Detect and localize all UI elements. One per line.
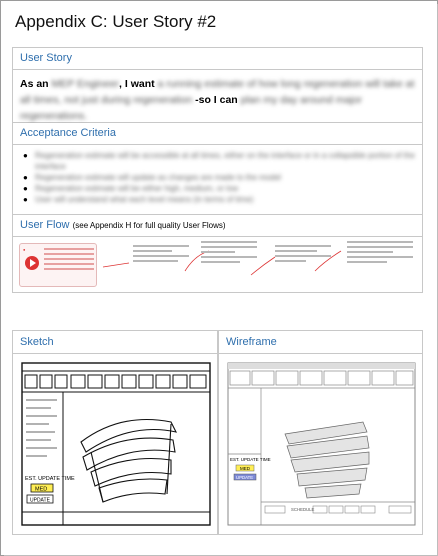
sketch-heading: Sketch — [13, 331, 217, 354]
sketch-panel — [12, 330, 218, 535]
wireframe-level: MED — [240, 466, 250, 471]
user-flow-note: (see Appendix H for full quality User Flows) — [72, 221, 226, 230]
story-benefit: plan my day around major regenerations. — [20, 94, 363, 122]
bullet-icon: ● — [23, 184, 28, 193]
wireframe-schedule-label: SCHEDULE — [291, 507, 315, 512]
story-so: -so I can — [192, 94, 238, 106]
bullet-icon: ● — [23, 173, 28, 182]
user-flow-section — [12, 215, 423, 293]
criteria-item — [23, 183, 415, 194]
page-title: Appendix C: User Story #2 — [15, 12, 217, 31]
acceptance-criteria-heading: Acceptance Criteria — [13, 123, 422, 145]
criteria-list — [13, 145, 422, 205]
criteria-text: User will understand what each level means (in terms of time) — [35, 195, 254, 204]
user-flow-heading — [13, 215, 422, 237]
flow-step — [347, 241, 413, 266]
bullet-icon: ● — [23, 151, 28, 160]
criteria-text: Regeneration estimate will be accessible at all times, either on the interface or in a collapsible portion of the interface — [35, 151, 415, 171]
wireframe-image — [227, 362, 416, 526]
play-icon — [25, 256, 39, 270]
acceptance-criteria-section — [12, 123, 423, 215]
user-story-text — [13, 70, 422, 130]
sketch-level: MED — [35, 486, 48, 493]
sketch-image — [21, 362, 211, 526]
criteria-item — [23, 150, 415, 172]
story-role: MEP Engineer — [51, 78, 120, 90]
persona-text-lines — [44, 248, 94, 273]
story-prefix: As an — [20, 78, 49, 90]
sketch-estimate-label: EST. UPDATE TIME — [25, 476, 75, 482]
story-goal: a running estimate of how long regeneration will take at all times, not just during regeneration — [20, 78, 415, 106]
persona-label: ● — [23, 247, 26, 252]
wireframe-estimate-label: EST. UPDATE TIME — [230, 457, 271, 462]
sketch-update-button: UPDATE — [30, 497, 50, 504]
user-flow-diagram — [13, 237, 422, 291]
flow-step — [201, 241, 257, 266]
user-flow-title: User Flow — [20, 219, 70, 231]
user-story-heading: User Story — [13, 48, 422, 70]
criteria-item — [23, 194, 415, 205]
criteria-item — [23, 172, 415, 183]
wireframe-update-button: UPDATE — [236, 475, 254, 480]
story-want: , I want — [119, 78, 155, 90]
criteria-text: Regeneration estimate will be either high, medium, or low — [35, 184, 239, 193]
flow-step — [133, 245, 189, 265]
user-story-section — [12, 47, 423, 123]
flow-step — [275, 245, 331, 265]
wireframe-heading: Wireframe — [219, 331, 422, 354]
user-flow-persona-card — [19, 243, 97, 287]
wireframe-panel — [218, 330, 423, 535]
bullet-icon: ● — [23, 195, 28, 204]
criteria-text: Regeneration estimate will update as changes are made to the model — [35, 173, 281, 182]
